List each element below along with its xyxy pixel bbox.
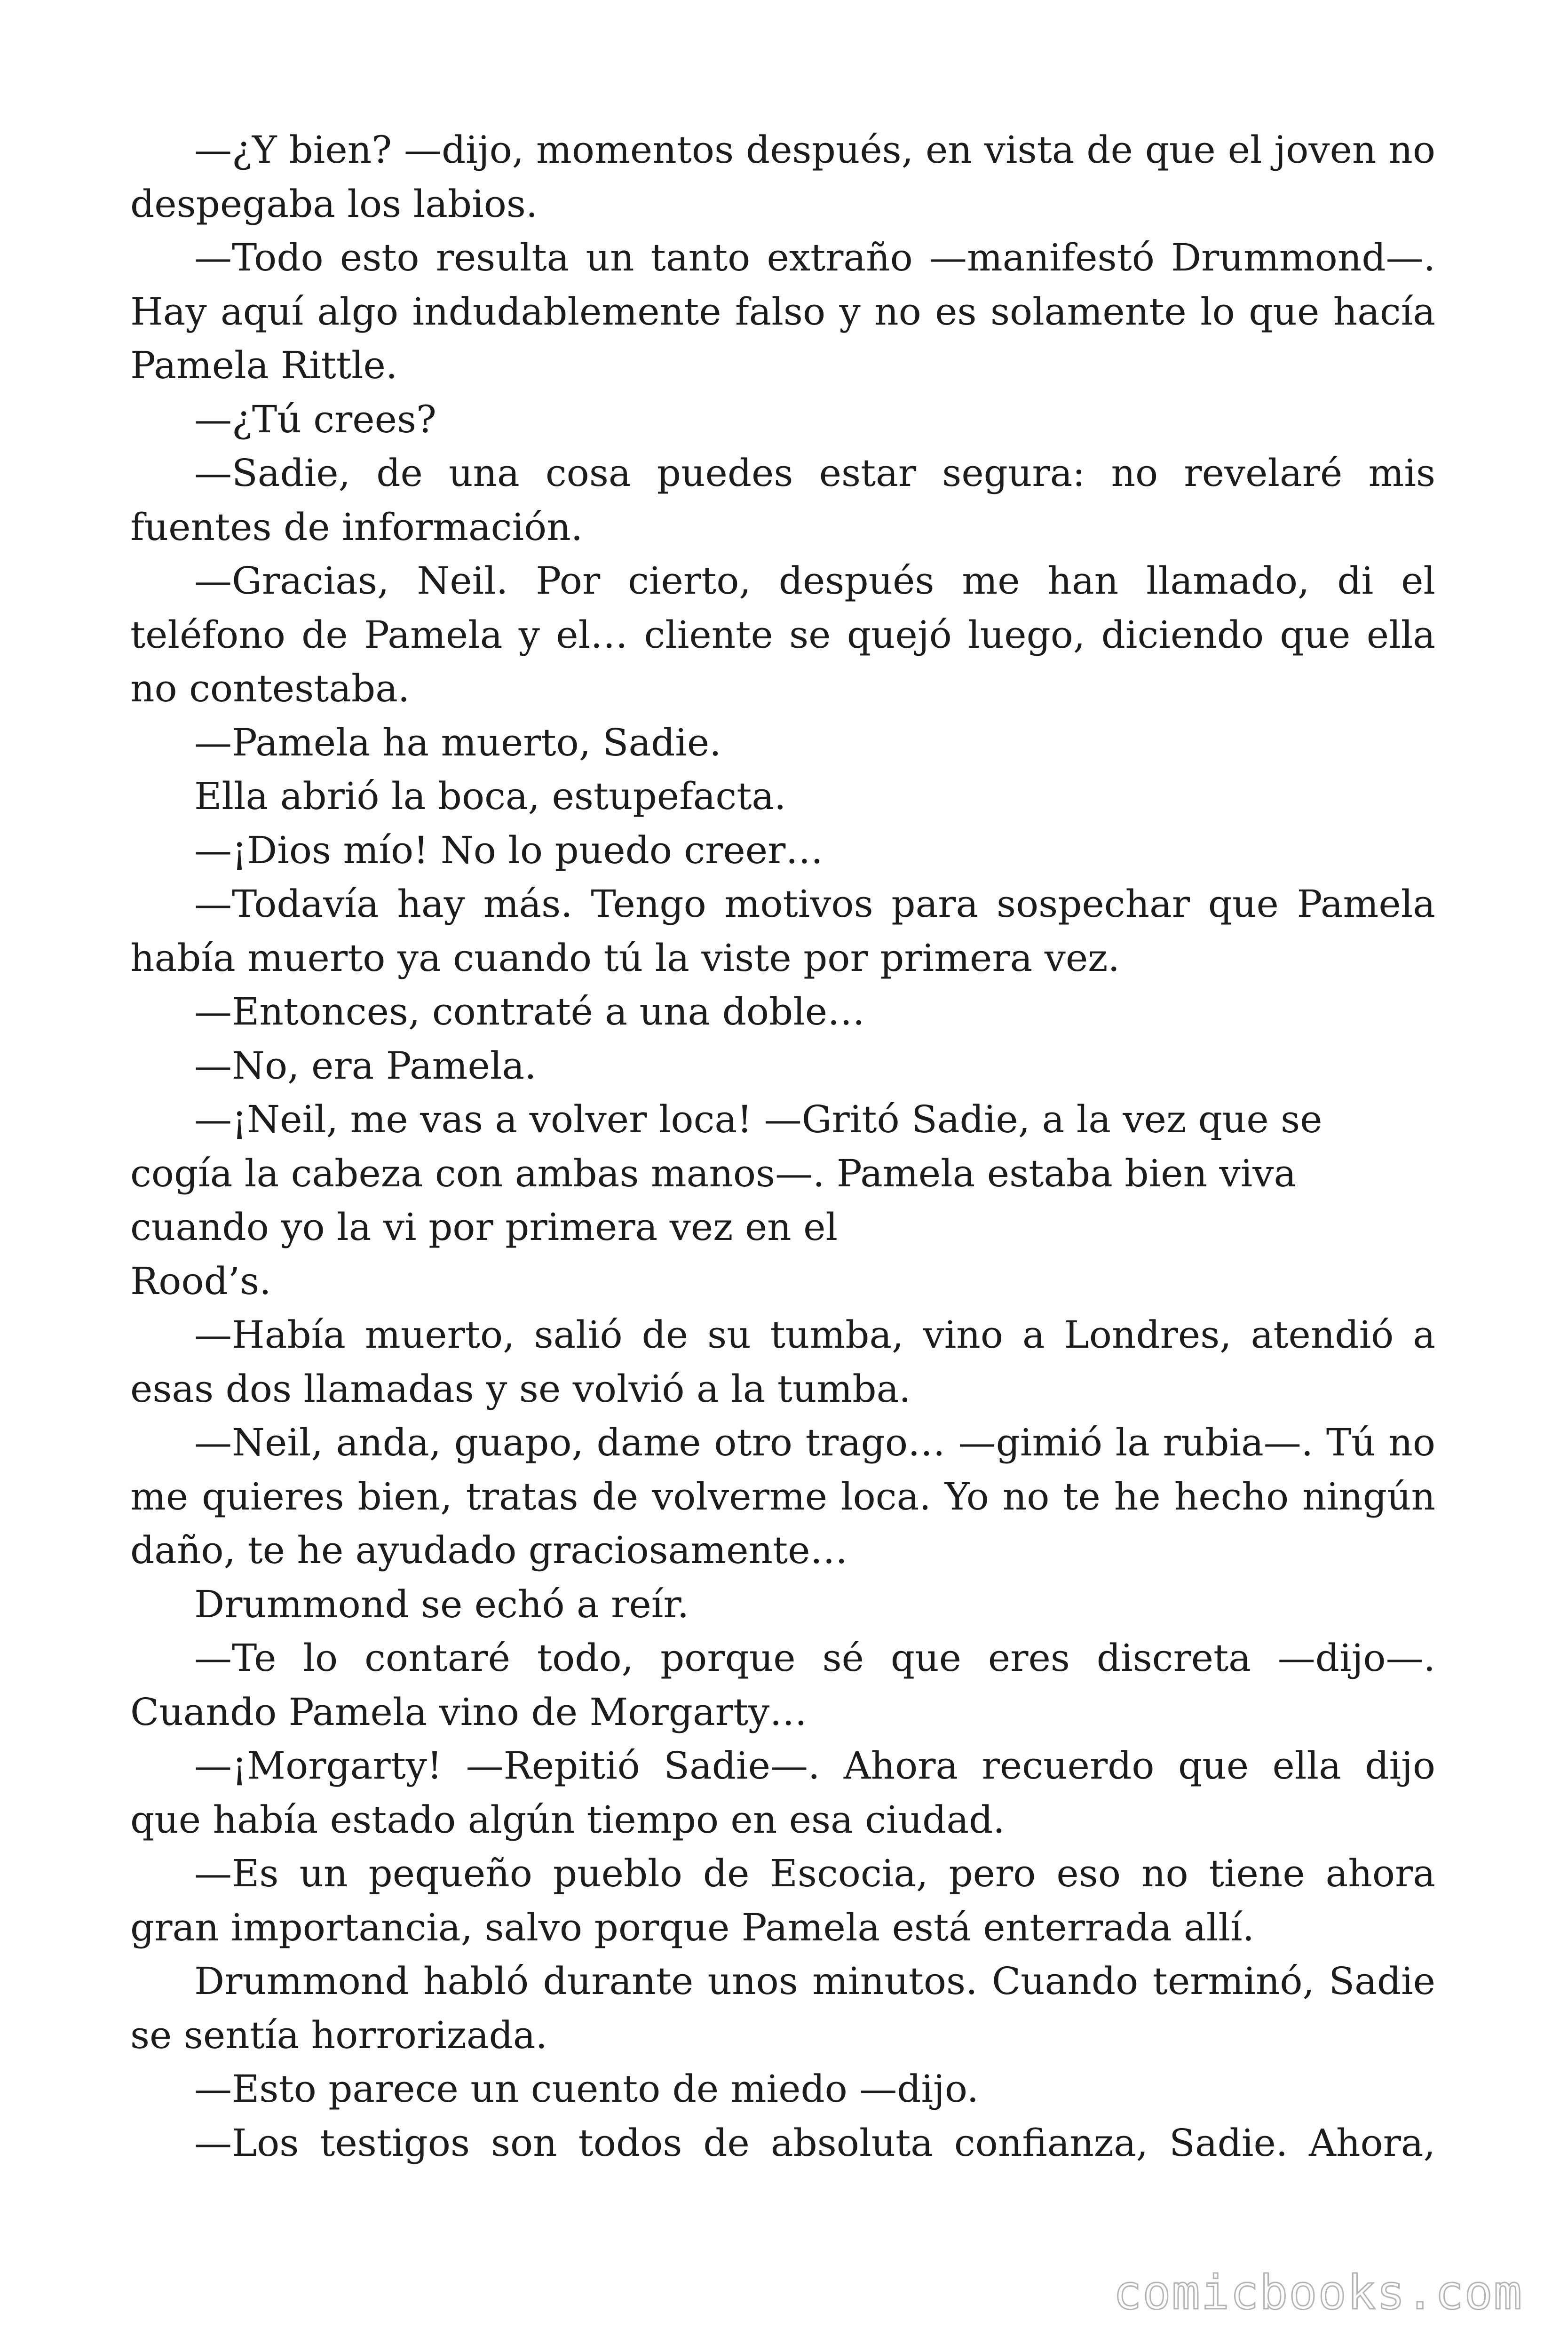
body-text <box>130 123 1435 2170</box>
paragraph-continuation: Rood’s. <box>130 1259 271 1303</box>
paragraph: —Entonces, contraté a una doble… <box>194 990 865 1033</box>
paragraph: —Todo esto resulta un tanto extraño —manifestó Drummond—. Hay aquí algo indudablemente falso y no es solamente lo que hacía Pamela Rittle. <box>130 236 1435 387</box>
paragraph: —¡Dios mío! No lo puedo creer… <box>194 828 824 872</box>
paragraph: Ella abrió la boca, estupefacta. <box>194 774 786 818</box>
paragraph: —¿Y bien? —dijo, momentos después, en vista de que el joven no despegaba los labios. <box>130 128 1435 226</box>
paragraph: —Todavía hay más. Tengo motivos para sospechar que Pamela había muerto ya cuando tú la viste por primera vez. <box>130 882 1435 980</box>
paragraph: —Esto parece un cuento de miedo —dijo. <box>194 2067 979 2111</box>
paragraph: —Gracias, Neil. Por cierto, después me han llamado, di el teléfono de Pamela y el… cliente se quejó luego, diciendo que ella no contestaba. <box>130 559 1435 710</box>
paragraph: —Es un pequeño pueblo de Escocia, pero eso no tiene ahora gran importancia, salvo porque Pamela está enterrada allí. <box>130 1851 1435 1949</box>
paragraph: —Pamela ha muerto, Sadie. <box>194 720 721 764</box>
paragraph: —¡Morgarty! —Repitió Sadie—. Ahora recuerdo que ella dijo que había estado algún tiempo en esa ciudad. <box>130 1744 1435 1842</box>
paragraph: Drummond se echó a reír. <box>194 1582 689 1626</box>
paragraph: —Te lo contaré todo, porque sé que eres discreta —dijo—. Cuando Pamela vino de Morgarty… <box>130 1636 1435 1734</box>
watermark: comicbooks.com <box>1113 2265 1523 2320</box>
paragraph: —Había muerto, salió de su tumba, vino a Londres, atendió a esas dos llamadas y se volvió a la tumba. <box>130 1313 1435 1411</box>
paragraph: —¿Tú crees? <box>194 397 436 441</box>
paragraph: —¡Neil, me vas a volver loca! —Gritó Sadie, a la vez que se cogía la cabeza con ambas manos—. Pamela estaba bien viva cuando yo la vi por primera vez en el <box>130 1097 1323 1249</box>
paragraph: —Neil, anda, guapo, dame otro trago… —gimió la rubia—. Tú no me quieres bien, tratas de volverme loca. Yo no te he hecho ningún daño, te he ayudado graciosamente… <box>130 1421 1435 1572</box>
paragraph: —No, era Pamela. <box>194 1043 537 1088</box>
paragraph: —Los testigos son todos de absoluta confianza, Sadie. Ahora, <box>194 2121 1435 2165</box>
paragraph: Drummond habló durante unos minutos. Cuando terminó, Sadie se sentía horrorizada. <box>130 1959 1435 2057</box>
paragraph: —Sadie, de una cosa puedes estar segura: no revelaré mis fuentes de información. <box>130 451 1435 549</box>
